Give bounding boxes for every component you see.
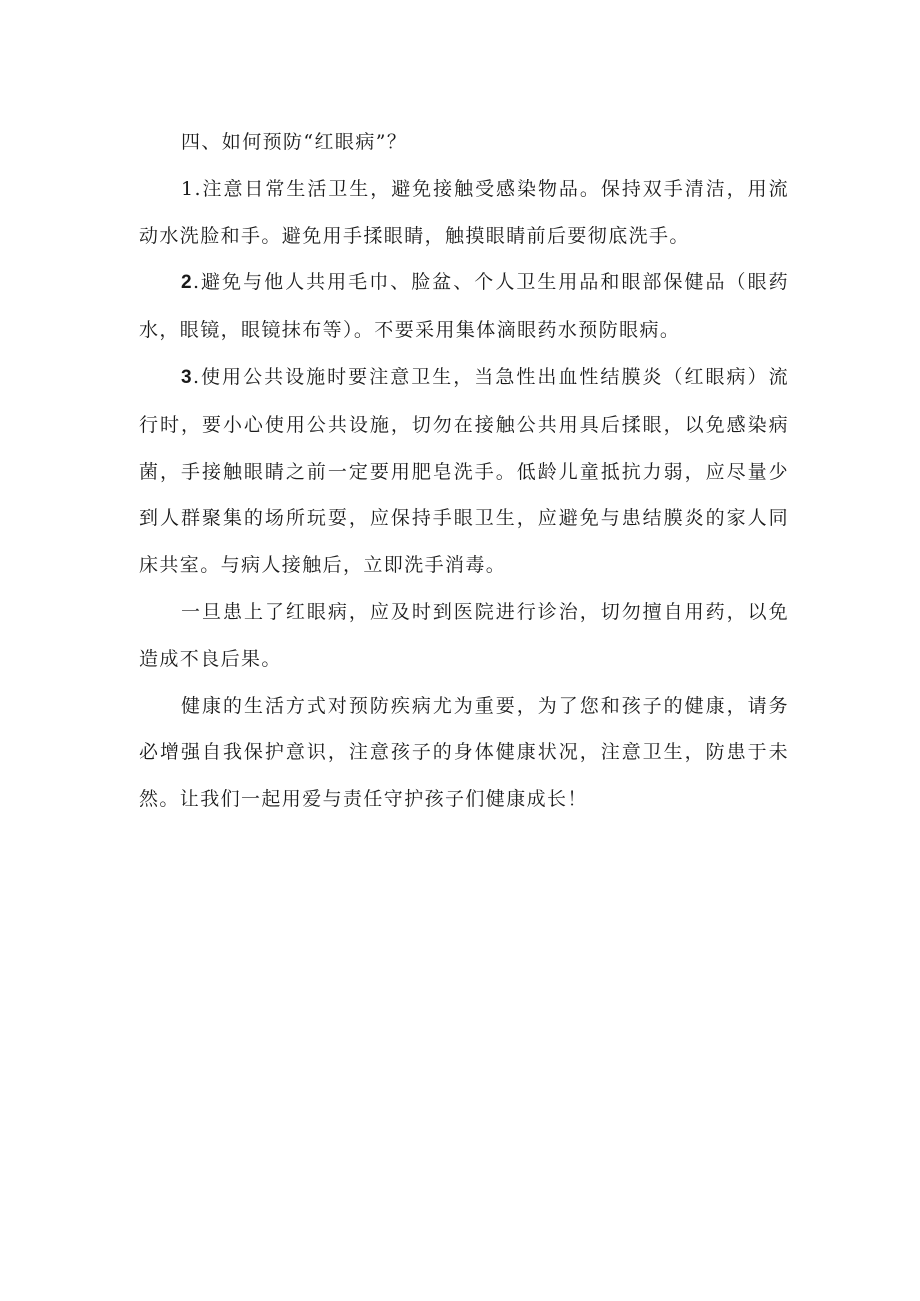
section-heading: 四、如何预防“红眼病”？	[181, 131, 408, 153]
paragraph-item-3	[139, 354, 789, 589]
item-text: .避免与他人共用毛巾、脸盆、个人卫生用品和眼部保健品（眼药水，眼镜，眼镜抹布等）。不要采用集体滴眼药水预防眼病。	[139, 271, 789, 342]
item-number: 1.	[181, 177, 202, 200]
paragraph-item-2	[139, 259, 789, 354]
paragraph-item-1	[139, 166, 789, 260]
item-number: 2	[181, 272, 193, 294]
document-body	[139, 119, 789, 823]
item-text: .使用公共设施时要注意卫生，当急性出血性结膜炎（红眼病）流行时，要小心使用公共设施，切勿在接触公共用具后揉眼，以免感染病菌，手接触眼睛之前一定要用肥皂洗手。低龄儿童抵抗力弱，应尽量少到人群聚集的场所玩耍，应保持手眼卫生，应避免与患结膜炎的家人同床共室。与病人接触后，立即洗手消毒。	[139, 365, 789, 577]
advice-paragraph: 一旦患上了红眼病，应及时到医院进行诊治，切勿擅自用药，以免造成不良后果。	[139, 600, 789, 670]
item-text: 注意日常生活卫生，避免接触受感染物品。保持双手清洁，用流动水洗脸和手。避免用手揉眼睛，触摸眼睛前后要彻底洗手。	[139, 177, 789, 247]
item-number: 3	[181, 366, 193, 388]
closing-paragraph: 健康的生活方式对预防疾病尤为重要，为了您和孩子的健康，请务必增强自我保护意识，注意孩子的身体健康状况，注意卫生，防患于未然。让我们一起用爱与责任守护孩子们健康成长！	[139, 694, 789, 811]
